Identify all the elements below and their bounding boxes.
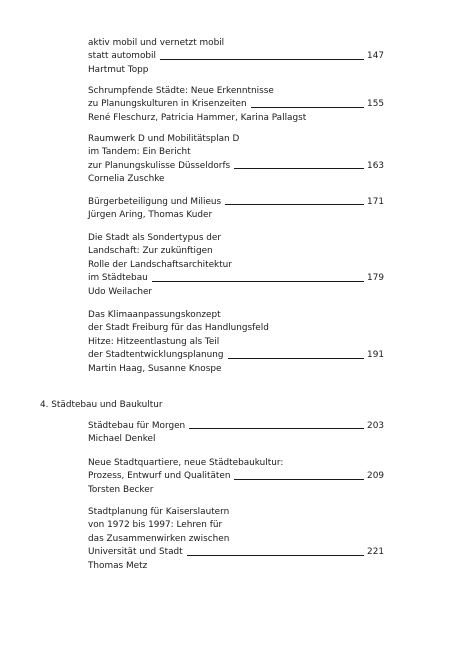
title-text: Prozess, Entwurf und Qualitäten xyxy=(88,471,231,482)
toc-entry xyxy=(88,309,384,376)
author-line: Michael Denkel xyxy=(88,434,156,445)
title-line: im Tandem: Ein Bericht xyxy=(88,147,191,158)
title-line: Schrumpfende Städte: Neue Erkenntnisse xyxy=(88,85,274,96)
title-line: Hitze: Hitzeentlastung als Teil xyxy=(88,336,220,347)
toc-entry xyxy=(88,37,384,77)
page-number: 179 xyxy=(367,273,384,284)
author-line: Martin Haag, Susanne Knospe xyxy=(88,363,222,374)
title-last-line xyxy=(88,546,384,559)
title-line: aktiv mobil und vernetzt mobil xyxy=(88,37,225,48)
leader-rule xyxy=(225,204,364,205)
author-line: Torsten Becker xyxy=(88,484,154,495)
author-line: René Fleschurz, Patricia Hammer, Karina Pallagst xyxy=(88,112,307,123)
title-last-line xyxy=(88,196,384,209)
title-last-line xyxy=(88,272,384,285)
title-last-line xyxy=(88,349,384,362)
title-line: Die Stadt als Sondertypus der xyxy=(88,232,222,243)
title-line: Landschaft: Zur zukünftigen xyxy=(88,246,213,257)
toc-entry xyxy=(88,506,384,573)
toc-entry xyxy=(88,420,384,447)
page-number: 163 xyxy=(367,160,384,171)
leader-rule xyxy=(251,107,364,108)
title-line: das Zusammenwirken zwischen xyxy=(88,533,230,544)
title-line: der Stadt Freiburg für das Handlungsfeld xyxy=(88,323,269,334)
toc-entry xyxy=(88,133,384,187)
title-text: Universität und Stadt xyxy=(88,547,183,558)
page-number: 221 xyxy=(367,547,384,558)
section-heading: 4. Städtebau und Baukultur xyxy=(40,400,163,410)
leader-rule xyxy=(234,479,364,480)
title-text: zu Planungskulturen in Krisenzeiten xyxy=(88,99,247,110)
title-last-line xyxy=(88,470,384,483)
leader-rule xyxy=(189,428,364,429)
title-last-line xyxy=(88,160,384,173)
leader-rule xyxy=(152,281,364,282)
toc-entry xyxy=(88,232,384,299)
page-number: 155 xyxy=(367,99,384,110)
author-line: Cornelia Zuschke xyxy=(88,174,165,185)
leader-rule xyxy=(234,168,364,169)
page-number: 191 xyxy=(367,350,384,361)
leader-rule xyxy=(160,59,364,60)
toc-entry xyxy=(88,457,384,497)
title-line: Rolle der Landschaftsarchitektur xyxy=(88,259,232,270)
title-text: zur Planungskulisse Düsseldorfs xyxy=(88,160,231,171)
title-last-line xyxy=(88,420,384,433)
title-last-line xyxy=(88,98,384,111)
leader-rule xyxy=(228,358,364,359)
author-line: Udo Weilacher xyxy=(88,286,153,297)
title-text: statt automobil xyxy=(88,51,156,62)
title-last-line xyxy=(88,50,384,63)
toc-entry xyxy=(88,196,384,223)
title-line: Stadtplanung für Kaiserslautern xyxy=(88,506,230,517)
page-number: 171 xyxy=(367,196,384,207)
title-text: Städtebau für Morgen xyxy=(88,420,186,431)
author-line: Hartmut Topp xyxy=(88,64,149,75)
author-line: Jürgen Aring, Thomas Kuder xyxy=(88,210,213,221)
title-line: Neue Stadtquartiere, neue Städtebaukultur: xyxy=(88,457,284,468)
title-line: Das Klimaanpassungskonzept xyxy=(88,309,221,320)
title-line: Raumwerk D und Mobilitätsplan D xyxy=(88,133,240,144)
page-number: 203 xyxy=(367,420,384,431)
leader-rule xyxy=(187,555,364,556)
toc-entry xyxy=(88,85,384,125)
page-number: 147 xyxy=(367,51,384,62)
title-text: der Stadtentwicklungsplanung xyxy=(88,350,224,361)
author-line: Thomas Metz xyxy=(88,560,148,571)
page-number: 209 xyxy=(367,471,384,482)
title-text: Bürgerbeteiligung und Milieus xyxy=(88,196,222,207)
title-text: im Städtebau xyxy=(88,273,148,284)
title-line: von 1972 bis 1997: Lehren für xyxy=(88,520,223,531)
